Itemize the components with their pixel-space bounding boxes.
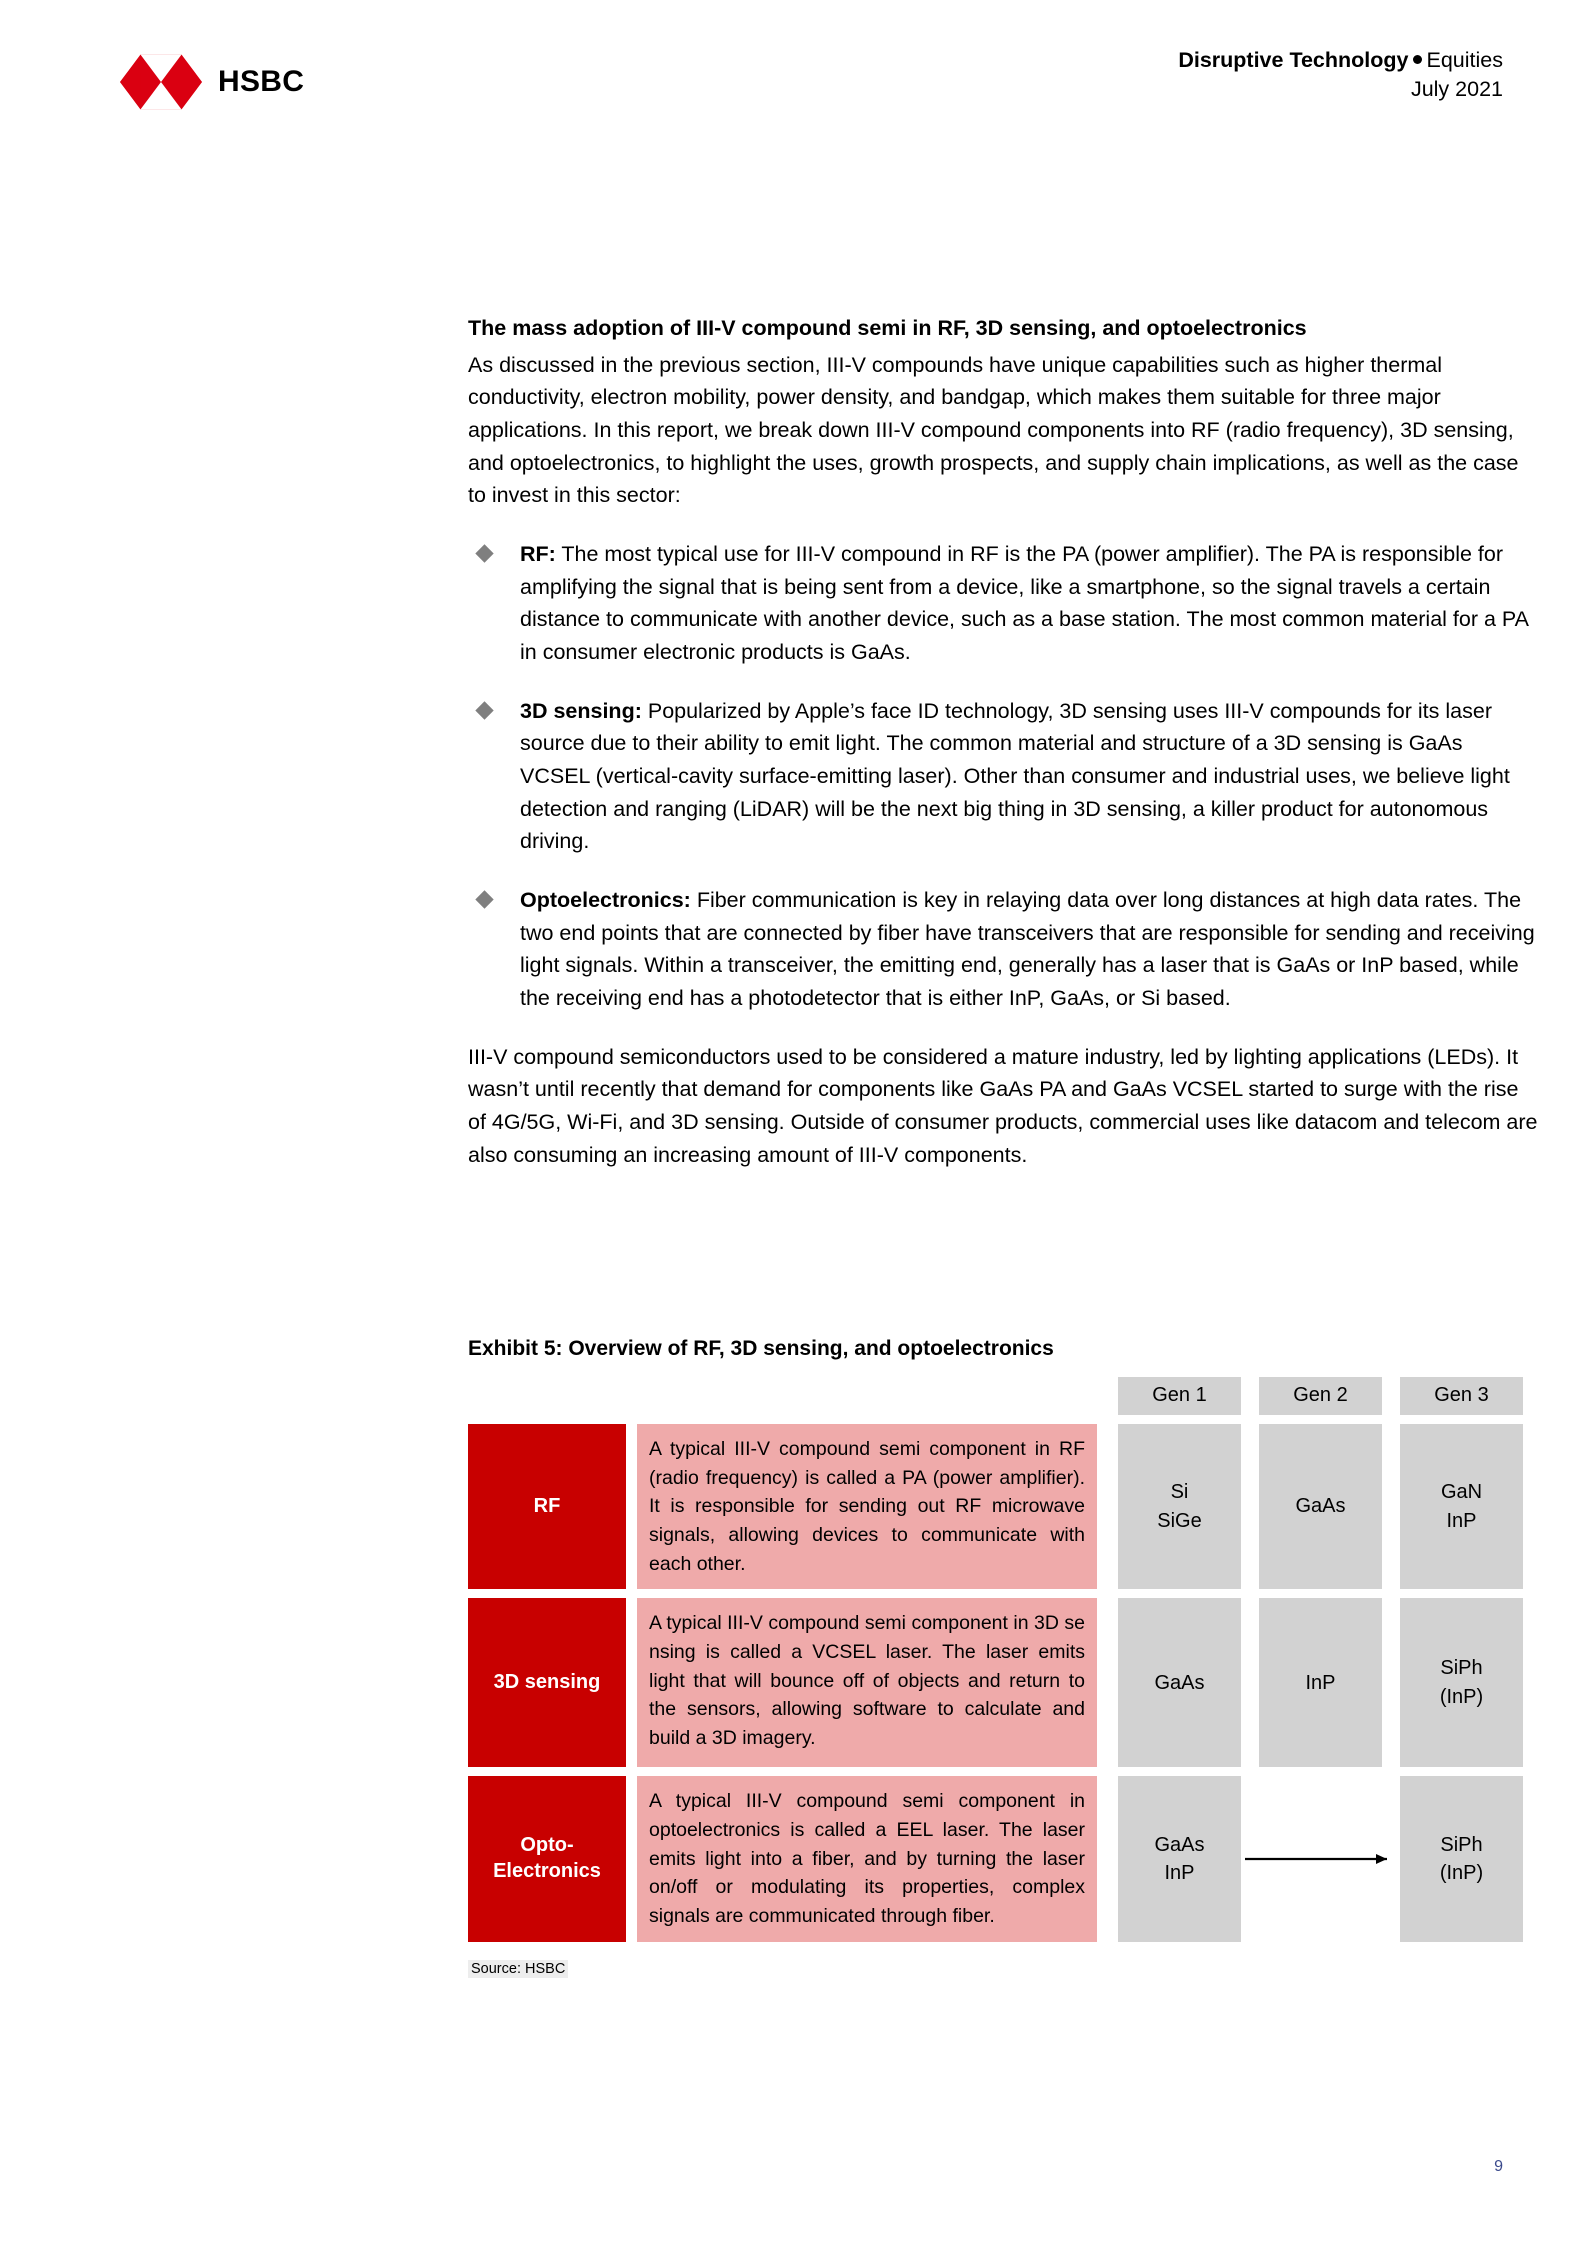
- cell-3d-gen2: InP: [1259, 1598, 1382, 1767]
- cell-3d-gen3: SiPh (InP): [1400, 1598, 1523, 1767]
- exhibit-source: Source: HSBC: [468, 1960, 568, 1978]
- bullet-text: Fiber communication is key in relaying data over long distances at high data rates. The two end points that are connected by fiber have transceivers that are responsible for sending and receiving light signals. Within a transceiver, the emitting end, generally has a laser that is GaAs or InP based, while the receiving end has a photodetector that is either InP, GaAs, or Si based.: [520, 888, 1535, 1011]
- bullet-text: Popularized by Apple’s face ID technology, 3D sensing uses III-V compounds for its laser source due to their ability to emit light. The common material and structure of a 3D sensing is GaAs VCSEL (vertical-cavity surface-emitting laser). Other than consumer and industrial uses, we believe light detection and ranging (LiDAR) will be the next big thing in 3D sensing, a killer product for autonomous driving.: [520, 698, 1510, 854]
- exhibit-column-headers: [1118, 1377, 1538, 1415]
- right-arrow-icon: [1259, 1851, 1382, 1867]
- header-title-line: [1178, 46, 1503, 75]
- row-category-3d-sensing: 3D sensing: [468, 1598, 626, 1767]
- diamond-bullet-icon: [475, 890, 493, 908]
- hsbc-hexagon-icon: [120, 54, 202, 110]
- hsbc-logo: [120, 54, 304, 110]
- column-header-gen3: Gen 3: [1400, 1377, 1523, 1415]
- bullet-text: The most typical use for III-V compound in RF is the PA (power amplifier). The PA is responsible for amplifying the signal that is being sent from a device, like a smartphone, so the signal travels a certain distance to communicate with another device, such as a base station. The most common material for a PA in consumer electronic products is GaAs.: [520, 542, 1528, 665]
- cell-rf-gen1: Si SiGe: [1118, 1424, 1241, 1589]
- row-description-3d-sensing: A typical III-V compound semi component in 3D se nsing is called a VCSEL laser. The laser emits light that will bounce off of objects and return to the sensors, allowing software to calculate and build a 3D imagery.: [637, 1598, 1097, 1767]
- row-category-rf: RF: [468, 1424, 626, 1589]
- bullet-label: Optoelectronics:: [520, 888, 691, 913]
- page-number: 9: [1494, 2158, 1503, 2175]
- cell-3d-gen1: GaAs: [1118, 1598, 1241, 1767]
- table-row: [468, 1776, 1538, 1941]
- column-header-gen2: Gen 2: [1259, 1377, 1382, 1415]
- bullet-list: [468, 538, 1538, 1015]
- header-meta: [1178, 46, 1503, 104]
- diamond-bullet-icon: [475, 544, 493, 562]
- bullet-item-3d-sensing: [468, 695, 1538, 858]
- column-header-gen1: Gen 1: [1118, 1377, 1241, 1415]
- header-title: Disruptive Technology: [1178, 48, 1409, 72]
- hsbc-wordmark: HSBC: [218, 65, 305, 98]
- row-category-optoelectronics: Opto- Electronics: [468, 1776, 626, 1941]
- bullet-label: 3D sensing:: [520, 698, 642, 723]
- cell-rf-gen2: GaAs: [1259, 1424, 1382, 1589]
- bullet-item-rf: [468, 538, 1538, 669]
- cell-opto-gen1: GaAs InP: [1118, 1776, 1241, 1941]
- bullet-dot-icon: [1413, 55, 1422, 64]
- header-date: July 2021: [1410, 77, 1503, 102]
- exhibit-title: Exhibit 5: Overview of RF, 3D sensing, and optoelectronics: [468, 1337, 1054, 1360]
- cell-opto-gen2-arrow: [1259, 1776, 1382, 1941]
- closing-paragraph: III-V compound semiconductors used to be considered a mature industry, led by lighting applications (LEDs). It wasn’t until recently that demand for components like GaAs PA and GaAs VCSEL started to surge with the rise of 4G/5G, Wi-Fi, and 3D sensing. Outside of consumer products, commercial uses like datacom and telecom are also consuming an increasing amount of III-V components.: [468, 1044, 1538, 1167]
- diamond-bullet-icon: [475, 701, 493, 719]
- cell-rf-gen3: GaN InP: [1400, 1424, 1523, 1589]
- section-heading: The mass adoption of III-V compound semi in RF, 3D sensing, and optoelectronics: [468, 316, 1307, 340]
- row-description-rf: A typical III-V compound semi component in RF (radio frequency) is called a PA (power amplifier). It is responsible for sending out RF microwave signals, allowing devices to communicate with each other.: [637, 1424, 1097, 1589]
- bullet-item-optoelectronics: [468, 884, 1538, 1015]
- page-header: [0, 46, 1586, 126]
- intro-paragraph: As discussed in the previous section, III-V compounds have unique capabilities such as higher thermal conductivity, electron mobility, power density, and bandgap, which makes them suitable for three major applications. In this report, we break down III-V compound components into RF (radio frequency), 3D sensing, and optoelectronics, to highlight the uses, growth prospects, and supply chain implications, as well as the case to invest in this sector:: [468, 352, 1519, 508]
- bullet-label: RF:: [520, 542, 556, 567]
- table-row: [468, 1598, 1538, 1767]
- exhibit-5: [468, 1337, 1538, 1978]
- header-subtitle: Equities: [1426, 48, 1503, 72]
- table-row: [468, 1424, 1538, 1589]
- article-body: [468, 312, 1538, 1171]
- cell-opto-gen3: SiPh (InP): [1400, 1776, 1523, 1941]
- row-description-optoelectronics: A typical III-V compound semi component in optoelectronics is called a EEL laser. The laser emits light into a fiber, and by turning the laser on/off or modulating its properties, complex signals are communicated through fiber.: [637, 1776, 1097, 1941]
